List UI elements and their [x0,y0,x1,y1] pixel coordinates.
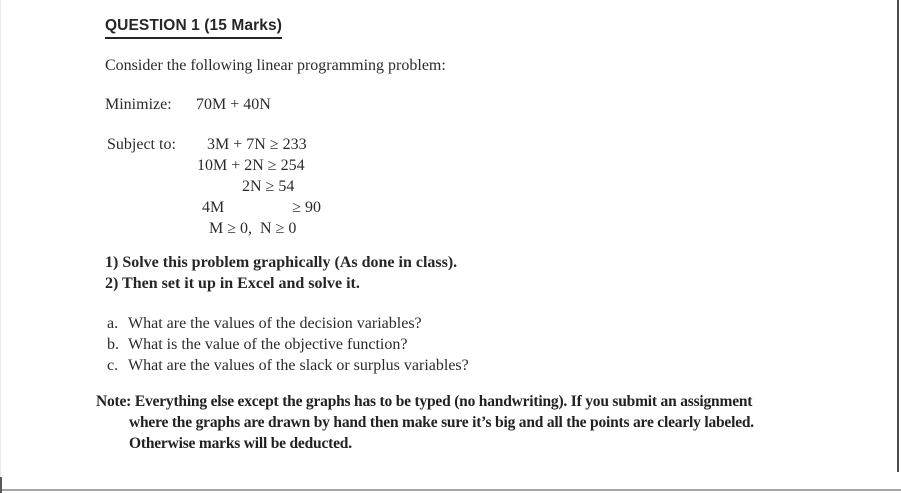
page-bottom-border [0,489,901,491]
question-text: What are the values of the decision variables? [128,315,422,332]
objective-expression: 70M + 40N [196,96,271,113]
constraint-row: 4M ≥ 90 [202,199,322,216]
constraint-row: 2N ≥ 54 [242,178,295,195]
intro-text: Consider the following linear programming problem: [105,57,446,74]
question-marker: b. [107,336,119,353]
note-label: Note: [96,393,132,410]
question-text: What are the values of the slack or surplus variables? [128,357,469,374]
task-item: 2) Then set it up in Excel and solve it. [105,275,360,292]
constraint-row: M ≥ 0, N ≥ 0 [209,220,297,237]
question-item [107,355,469,376]
question-marker: a. [107,315,119,332]
subject-to-label: Subject to: [107,136,176,153]
note-paragraph [96,391,771,454]
objective-row [105,94,525,115]
task-item: 1) Solve this problem graphically (As done in class). [105,254,458,271]
question-heading: QUESTION 1 (15 Marks) [105,15,282,39]
constraint-row: 10M + 2N ≥ 254 [197,157,305,174]
note-text: Everything else except the graphs has to be typed (no handwriting). If you submit an assignment where the graphs are drawn by hand then make sure it’s big and all the points are clearly labeled. Otherwise marks will be deducted. [129,393,754,452]
question-text: What is the value of the objective function? [128,336,408,353]
tasks-block [105,252,457,294]
page-left-border [0,0,1,493]
question-item [107,313,469,334]
page-left-edge-mark [0,477,2,493]
objective-label: Minimize: [105,96,172,113]
question-marker: c. [107,357,119,374]
question-item [107,334,469,355]
constraints-block [197,134,457,239]
constraint-row: 3M + 7N ≥ 233 [207,136,307,153]
page-right-border [897,0,899,472]
questions-block [107,313,469,376]
